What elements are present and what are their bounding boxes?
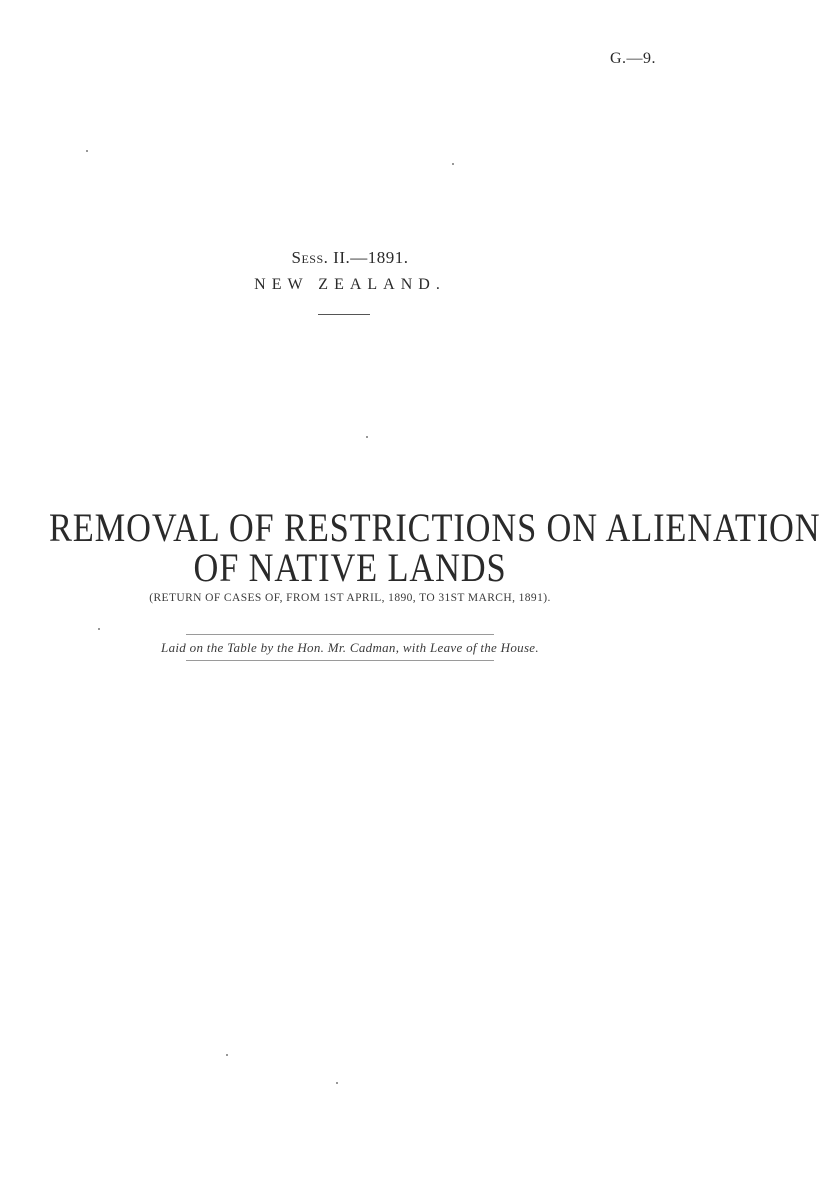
title-line-2: OF NATIVE LANDS	[193, 545, 507, 590]
subtitle: (RETURN OF CASES OF, FROM 1ST APRIL, 1890, TO 31ST MARCH, 1891).	[149, 592, 551, 604]
session-rest: . II.—1891.	[323, 248, 409, 267]
laid-on-table-note: Laid on the Table by the Hon. Mr. Cadman, with Leave of the House.	[161, 640, 539, 655]
title-line-1: REMOVAL OF RESTRICTIONS ON ALIENATION	[49, 505, 820, 550]
rule-below-laid	[186, 660, 494, 661]
document-reference: G.—9.	[609, 50, 656, 67]
rule-above-laid	[186, 634, 494, 635]
paper-speck	[86, 150, 88, 152]
paper-speck	[98, 628, 100, 630]
session-initial: S	[291, 248, 302, 267]
session-small-caps: ESS	[301, 252, 324, 266]
short-divider	[318, 314, 370, 315]
paper-speck	[336, 1082, 338, 1084]
country-heading: NEW ZEALAND.	[254, 276, 446, 293]
paper-speck	[366, 436, 368, 438]
paper-speck	[226, 1054, 228, 1056]
paper-speck	[452, 163, 454, 165]
session-line	[0, 248, 700, 268]
